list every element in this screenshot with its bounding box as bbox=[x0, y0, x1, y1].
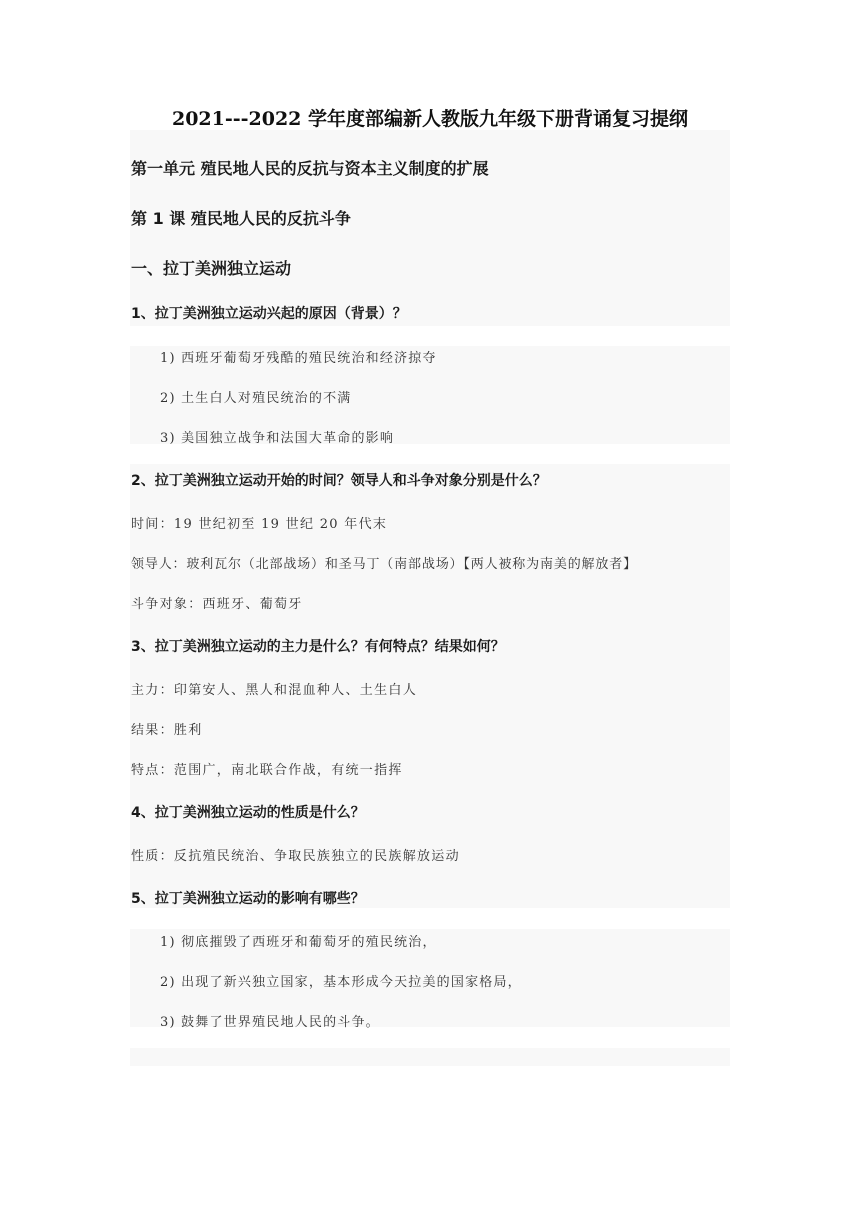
answer-line: 时间：19 世纪初至 19 世纪 20 年代末 bbox=[131, 517, 388, 532]
answer-line: 性质：反抗殖民统治、争取民族独立的民族解放运动 bbox=[131, 849, 460, 864]
list-item: 3) 美国独立战争和法国大革命的影响 bbox=[160, 431, 395, 446]
list-item: 2) 土生白人对殖民统治的不满 bbox=[160, 391, 352, 406]
list-item: 2) 出现了新兴独立国家，基本形成今天拉美的国家格局， bbox=[160, 975, 522, 990]
answer-line: 领导人：玻利瓦尔（北部战场）和圣马丁（南部战场）【两人被称为南美的解放者】 bbox=[131, 557, 637, 572]
section-heading: 一、拉丁美洲独立运动 bbox=[131, 259, 292, 278]
question-heading: 5、拉丁美洲独立运动的影响有哪些？ bbox=[131, 891, 365, 907]
question-heading: 2、拉丁美洲独立运动开始的时间？领导人和斗争对象分别是什么？ bbox=[131, 473, 547, 489]
answer-line: 结果：胜利 bbox=[131, 723, 203, 738]
unit-heading: 第一单元 殖民地人民的反抗与资本主义制度的扩展 bbox=[131, 159, 489, 178]
question-heading: 1、拉丁美洲独立运动兴起的原因（背景）？ bbox=[131, 306, 407, 322]
lesson-heading: 第 1 课 殖民地人民的反抗斗争 bbox=[131, 209, 351, 228]
empty-block bbox=[130, 1048, 730, 1066]
question-heading: 4、拉丁美洲独立运动的性质是什么？ bbox=[131, 805, 365, 821]
document-title: 2021---2022 学年度部编新人教版九年级下册背诵复习提纲 bbox=[171, 108, 689, 130]
list-item: 1) 彻底摧毁了西班牙和葡萄牙的殖民统治， bbox=[160, 935, 437, 950]
answer-line: 特点：范围广，南北联合作战，有统一指挥 bbox=[131, 763, 403, 778]
list-item: 1) 西班牙葡萄牙残酷的殖民统治和经济掠夺 bbox=[160, 351, 437, 366]
answer-line: 斗争对象：西班牙、葡萄牙 bbox=[131, 597, 303, 612]
question-heading: 3、拉丁美洲独立运动的主力是什么？有何特点？结果如何？ bbox=[131, 639, 505, 655]
list-item: 3) 鼓舞了世界殖民地人民的斗争。 bbox=[160, 1015, 380, 1030]
answer-line: 主力：印第安人、黑人和混血种人、土生白人 bbox=[131, 683, 418, 698]
